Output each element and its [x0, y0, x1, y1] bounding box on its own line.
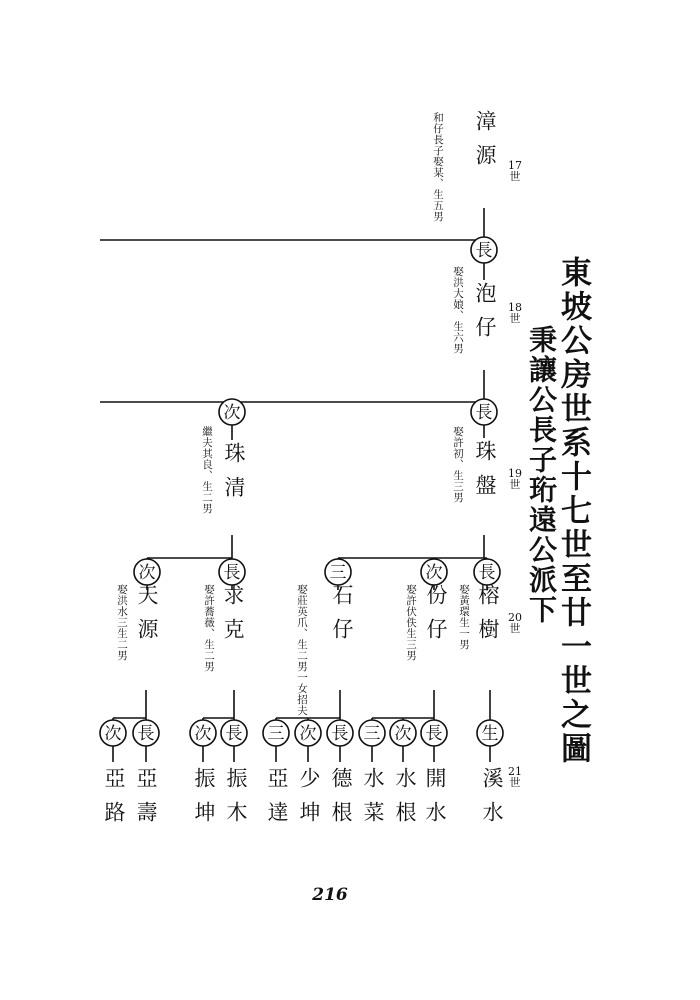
person-rongshu-name: 榕樹: [476, 584, 500, 652]
person-tianyuan-note: 娶洪水三生二男: [116, 584, 128, 661]
chart-subtitle: 秉讓公長子珩遠公派下: [525, 325, 558, 625]
person-fenzai-note: 娶許伏佚生三男: [405, 584, 417, 661]
svg-text:長: 長: [475, 241, 493, 261]
person-yada-name: 亞達: [265, 767, 289, 835]
tianyuan-badge: [134, 559, 160, 585]
generation-label: 20 世: [508, 611, 522, 635]
person-qiuke-name: 求克: [221, 584, 245, 652]
person-shuigen-name: 水根: [393, 767, 417, 835]
zhupan-badge: [471, 399, 497, 425]
yalu-badge: [100, 720, 126, 746]
person-tianyuan-name: 天源: [135, 584, 159, 652]
shuicai-badge: [359, 720, 385, 746]
svg-text:長: 長: [425, 724, 443, 744]
svg-text:次: 次: [394, 724, 412, 744]
chart-title: 東坡公房世系十七世至廿一世之圖: [555, 256, 591, 766]
person-kaishui-name: 開水: [423, 767, 447, 835]
svg-text:次: 次: [104, 724, 122, 744]
svg-text:次: 次: [194, 724, 212, 744]
person-zhangyuan-note: 和仔長子娶某、生五男: [432, 112, 444, 222]
kaishui-badge: [421, 720, 447, 746]
person-shizai-note: 娶莊英爪、生二男一女招夫: [296, 584, 308, 716]
shizai-badge: [325, 559, 351, 585]
shuigen-badge: [390, 720, 416, 746]
person-paozai-name: 泡仔: [473, 282, 497, 350]
person-xishui-name: 溪水: [480, 767, 504, 835]
person-shaokun-name: 少坤: [297, 767, 321, 835]
fenzai-badge: [421, 559, 447, 585]
svg-text:次: 次: [299, 724, 317, 744]
svg-text:長: 長: [478, 563, 496, 583]
person-paozai-note: 娶洪大娘、生六男: [452, 266, 464, 354]
person-yashou-name: 亞壽: [134, 767, 158, 835]
person-shuicai-name: 水菜: [361, 767, 385, 835]
svg-text:三: 三: [267, 724, 285, 744]
generation-label: 21 世: [508, 765, 522, 789]
person-zhuqing-name: 珠清: [222, 442, 246, 510]
qiuke-badge: [219, 559, 245, 585]
person-qiuke-note: 娶許蕎薇、生二男: [203, 584, 215, 672]
person-yalu-name: 亞路: [102, 767, 126, 835]
person-zhangyuan-name: 漳源: [473, 110, 497, 178]
rongshu-badge: [474, 559, 500, 585]
xishui-badge: [477, 720, 503, 746]
person-rongshu-note: 娶黃環生一男: [458, 584, 470, 650]
svg-text:長: 長: [223, 563, 241, 583]
person-shizai-name: 石仔: [330, 584, 354, 652]
zhenmu-badge: [221, 720, 247, 746]
person-degen-name: 德根: [329, 767, 353, 835]
svg-text:長: 長: [331, 724, 349, 744]
yashou-badge: [133, 720, 159, 746]
svg-text:長: 長: [137, 724, 155, 744]
zhenkun-badge: [190, 720, 216, 746]
svg-text:長: 長: [225, 724, 243, 744]
shaokun-badge: [295, 720, 321, 746]
person-zhupan-note: 娶許初、生三男: [452, 426, 464, 503]
svg-text:次: 次: [138, 563, 156, 583]
svg-text:三: 三: [363, 724, 381, 744]
page-number: 216: [312, 885, 348, 905]
svg-text:三: 三: [329, 563, 347, 583]
person-zhupan-name: 珠盤: [473, 440, 497, 508]
svg-text:次: 次: [223, 403, 241, 423]
generation-label: 18 世: [508, 301, 522, 325]
paozai-badge: [471, 237, 497, 263]
generation-label: 19 世: [508, 467, 522, 491]
yada-badge: [263, 720, 289, 746]
person-fenzai-name: 份仔: [424, 584, 448, 652]
person-zhenkun-name: 振坤: [192, 767, 216, 835]
degen-badge: [327, 720, 353, 746]
person-zhenmu-name: 振木: [224, 767, 248, 835]
zhuqing-badge: [219, 399, 245, 425]
generation-label: 17 世: [508, 159, 522, 183]
person-zhuqing-note: 繼夫其良、生二男: [201, 426, 213, 514]
svg-text:長: 長: [475, 403, 493, 423]
svg-text:次: 次: [425, 563, 443, 583]
svg-text:生: 生: [481, 724, 499, 744]
